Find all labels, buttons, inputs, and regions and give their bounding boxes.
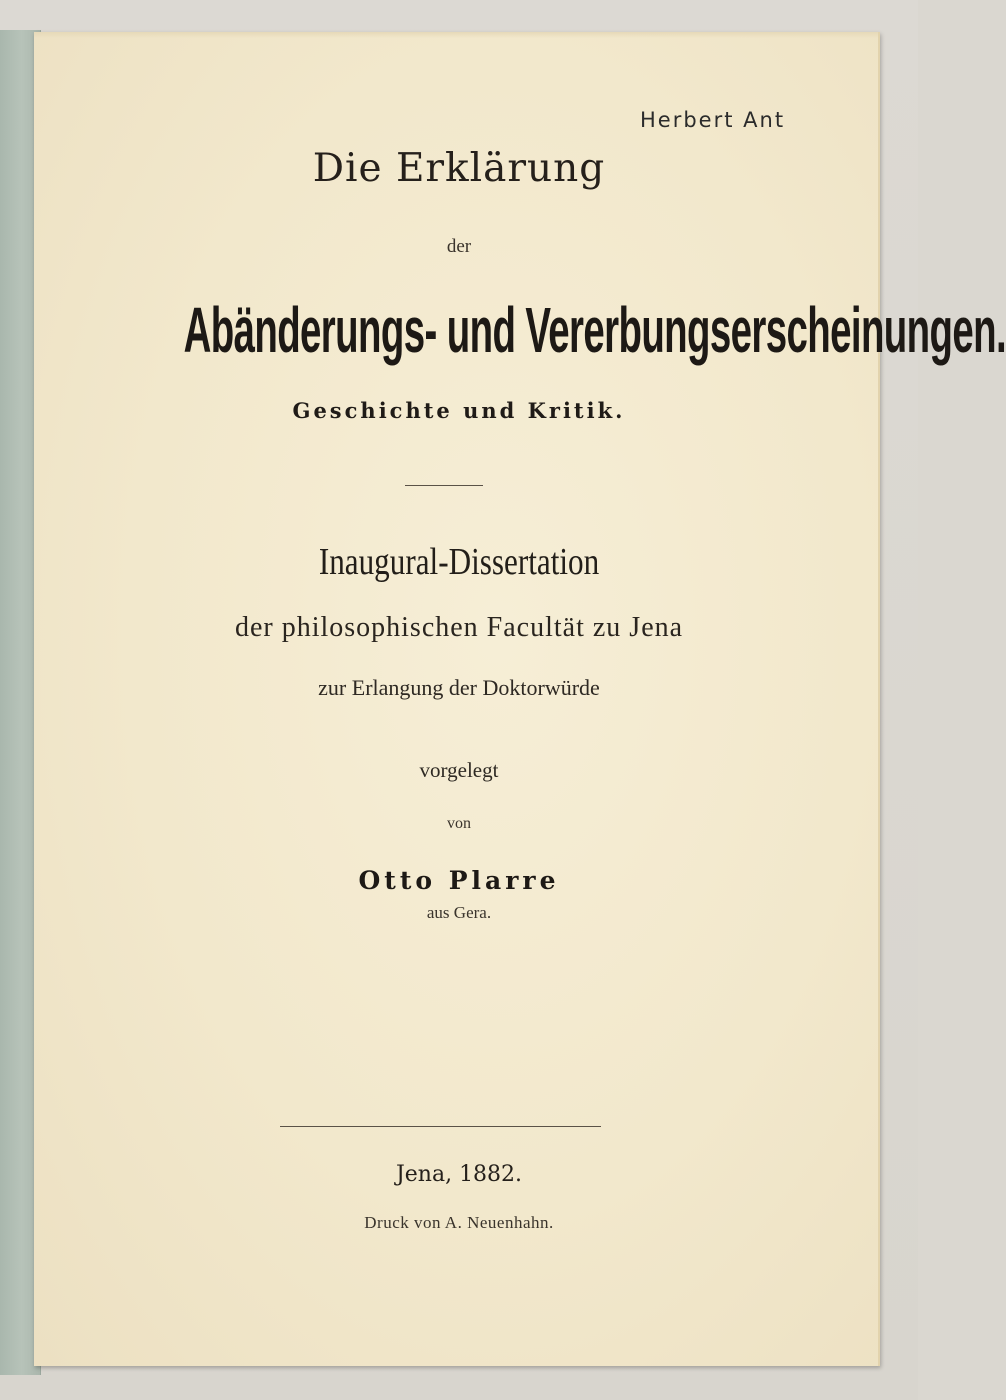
owner-signature: Herbert Ant	[640, 108, 786, 132]
by-line: von	[447, 815, 471, 832]
subtitle: Geschichte und Kritik.	[292, 398, 626, 423]
dissertation-heading: Inaugural-Dissertation	[318, 541, 600, 583]
faculty-line: der philosophischen Facultät zu Jena	[234, 612, 684, 643]
printer-line: Druck von A. Neuenhahn.	[364, 1213, 554, 1232]
title-line-1: Die Erklärung	[312, 146, 606, 191]
place-year: Jena, 1882.	[395, 1162, 523, 1187]
title-main: Abänderungs- und Vererbungserscheinungen.	[183, 294, 1006, 366]
author-origin: aus Gera.	[426, 903, 492, 922]
author-name: Otto Plarre	[358, 866, 560, 895]
divider-long	[280, 1126, 601, 1127]
purpose-line: zur Erlangung der Doktorwürde	[318, 675, 600, 700]
title-line-2: der	[446, 236, 472, 257]
submitted-line: vorgelegt	[419, 758, 499, 782]
divider-short	[405, 485, 483, 486]
